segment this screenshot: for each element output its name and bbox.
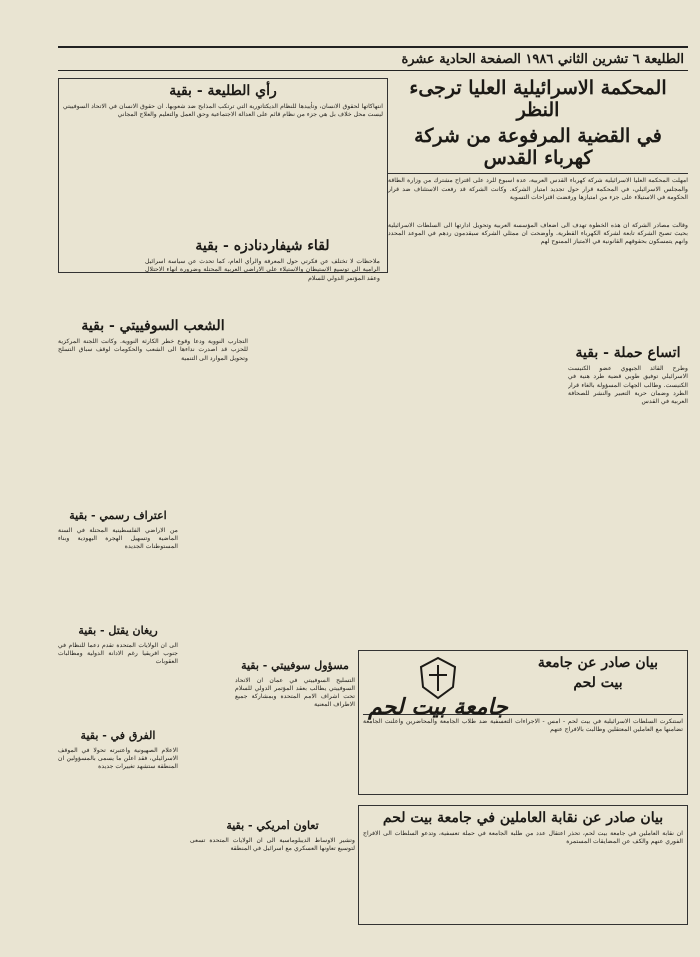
soviet-people-headline: الشعب السوفييتي - بقية [81, 318, 225, 334]
supreme-court-lead: امهلت المحكمة العليا الاسرائيلية شركة كهرباء القدس العربية، عدة اسبوع للرد على اقتراح مشترك من وزارة الطاقة والمجلس الاسرائيلي، في المحكمة قرار حول تجديد امتياز الشركة. وكانت الشركة قد رفعت الاستئناف ضد قرار الحكومة في الاستيلاء على جزء من امتيازها ورفضت اقتراحات التسوية [388, 177, 688, 201]
supreme-court-headline-1: المحكمة الاسرائيلية العليا ترجىء النظر [409, 78, 667, 121]
soviet-official-article [235, 660, 355, 810]
american-cooperation-article [190, 820, 355, 925]
israeli-recognition-headline: اعتراف رسمي - بقية [69, 510, 167, 522]
supreme-court-article [388, 78, 688, 218]
campaign-body: وطرح القائد الجبهوي عضو الكنيست الاسرائيلي توفيق طوبي قضية طرد هنية في الكنيست. وطالب الجهات المسؤولة بالغاء قرار الطرد وضمان حرية التعبير والنشر للصحافة العربية في القدس [568, 365, 688, 405]
riyadh-body: الى ان الولايات المتحدة تقدم دعما للنظام في جنوب افريقيا رغم الادانة الدولية ومطالبات العقوبات [58, 641, 178, 666]
campaign-headline: اتساع حملة - بقية [575, 345, 681, 361]
supreme-court-headline-2: في القضية المرفوعة من شركة كهرباء القدس [414, 124, 662, 169]
israeli-recognition-body: من الاراضي الفلسطينية المحتلة في السنة الماضية وتسهيل الهجرة اليهودية وبناء المستوطنات الجديدة [58, 526, 178, 551]
editorial-headline: رأي الطليعة - بقية [169, 83, 277, 99]
soviet-people-article [58, 318, 248, 518]
shevardnadze-headline: لقاء شيفاردنادزه - بقية [195, 238, 330, 254]
shevardnadze-body: ملاحظات لا تختلف عن فكرتي حول المعرفة والرأي العام، كما تحدث عن سياسة اسرائيل الرامية الى توسيع الاستيطان والاستيلاء على الاراضي العربية المحتلة وضرورة انهاء الاحتلال وعقد المؤتمر الدولي للسلام [145, 258, 380, 282]
difference-article [58, 730, 178, 880]
university-statement-headline-2: بيت لحم [573, 675, 623, 692]
campaign-article [568, 345, 688, 635]
issue-line: الطليعة ٦ تشرين الثاني ١٩٨٦ الصفحة الحادية عشرة [401, 51, 684, 67]
american-cooperation-headline: تعاون أمريكي - بقية [226, 820, 319, 832]
masthead [58, 46, 688, 71]
israeli-recognition-article [58, 510, 178, 620]
riyadh-headline: ريغان يقتل - بقية [78, 625, 158, 637]
editorial-body: انتهاكاتها لحقوق الانسان، وتأييدها للنظام الديكتاتورية التي ترتكب المذابح ضد شعوبها. ان حقوق الانسان في الاتحاد السوفييتي ليست محل خلاف بل هي جزء من نظام قائم على العدالة الاجتماعية وحق العمل والتعليم والعلاج المجاني [63, 103, 383, 119]
supreme-court-body-text: وقالت مصادر الشركة ان هذه الخطوة تهدف الى اضعاف المؤسسة العربية وتحويل ادارتها الى السلطات الاسرائيلية بحيث تصبح الشركة تابعة لشركة الكهرباء القطرية. وأوضحت ان ممثلي الشركة سيقدمون ردهم في الموعد المحدد وانهم يتمسكون بحقوقهم القانونية في الامتياز الممنوح لهم [388, 222, 688, 246]
university-statement-headline-1: بيان صادر عن جامعة [537, 655, 659, 671]
workers-union-body: ان نقابة العاملين في جامعة بيت لحم، تحذر اعتقال عدد من طلبة الجامعة في حملة تعسفية، وتدعو السلطات الى الافراج الفوري عنهم والكف عن المضايقات المستمرة [363, 830, 683, 846]
soviet-people-body: التجارب النووية ودعا وقوع خطر الكارثة النووية. وكانت اللجنة المركزية للحزب قد اصدرت نداءها الى الشعب والحكومات لوقف سباق التسلح وتحويل الموارد الى التنمية [58, 338, 248, 362]
soviet-official-body: التسليح السوفييتي في عمان ان الاتحاد السوفييتي يطالب بعقد المؤتمر الدولي للسلام تحت اشراف الامم المتحدة وبمشاركة جميع الاطراف المعنية [235, 676, 355, 709]
workers-union-headline: بيان صادر عن نقابة العاملين في جامعة بيت لحم [382, 810, 664, 826]
university-statement-body: استنكرت السلطات الاسرائيلية في بيت لحم - امس - الاجراءات التعسفية ضد طلاب الجامعة والمحاضرين واعلنت الجامعة تضامنها مع العاملين المعتقلين وطالبت بالافراج عنهم [363, 718, 683, 734]
difference-body: الاعلام الصهيونية واعتبرته تحولا في الموقف الاسرائيلي، فقد اعلن ما يسمى بالمسؤولين ان المنطقة ستشهد تغييرات جديدة [58, 746, 178, 771]
workers-union-box [358, 805, 688, 925]
american-cooperation-body: وتشير الاوساط الديبلوماسية الى ان الولايات المتحدة تسعى لتوسيع تعاونها العسكري مع اسرائيل في المنطقة [190, 836, 355, 852]
soviet-official-headline: مسؤول سوفييتي - بقية [241, 660, 349, 672]
university-statement-box [358, 650, 688, 795]
riyadh-article [58, 625, 178, 725]
university-logo [363, 655, 513, 720]
supreme-court-body [388, 222, 688, 327]
difference-headline: الفرق في - بقية [80, 730, 156, 742]
university-logo-text: جامعة بيت لحم [368, 694, 508, 720]
